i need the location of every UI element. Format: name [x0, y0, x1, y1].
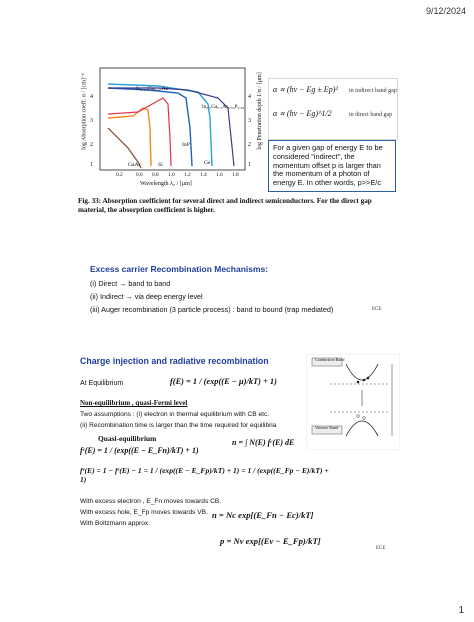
recombination-heading: Excess carrier Recombination Mechanisms:: [90, 264, 269, 274]
charge-title: Charge injection and radiative recombination: [80, 356, 269, 366]
recombination-item-1: (i) Direct → band to band: [90, 279, 171, 288]
ytick-right-3: 3: [248, 118, 251, 124]
noneq-heading: Non-equilibrium , quasi-Fermi level: [80, 399, 188, 407]
band-diagram: [306, 354, 400, 450]
eq-n-integral: n = ∫ N(E) fᶜ(E) dE: [232, 438, 295, 447]
ylabel-right: log Penetration depth 1/α / [µm]: [257, 72, 263, 150]
eq-direct: α ∝ (hν − Eg)^1/2: [273, 109, 332, 118]
assumption-i: Two assumptions : (i) electron in thermal equilibrium with CB etc.: [80, 411, 270, 418]
ylabel-left: log Absorption coeff. α / [cm]⁻¹: [81, 73, 88, 150]
conduction-band-label: Conduction Band: [315, 357, 345, 362]
slide-absorption: [78, 58, 396, 218]
ytick-left-1: 1: [90, 162, 93, 168]
ytick-left-4: 4: [90, 94, 93, 100]
excess-electron: With excess electron , E_Fn moves towards CB.: [80, 498, 222, 505]
xtick-3: 1.0: [168, 172, 175, 178]
ytick-right-4: 4: [248, 94, 251, 100]
eq-indirect-label: in indirect band gap: [349, 88, 397, 94]
curve-ge: [108, 84, 212, 166]
xtick-5: 1.4: [200, 172, 207, 178]
label-gaas: GaAs: [128, 162, 141, 168]
indirect-note-box: For a given gap of energy E to be considered "indirect", the momentum offset p is larger than the momentum of a photon of energy E. In other words, p>>E/c: [268, 140, 396, 192]
corner-note-3: ECE: [376, 546, 386, 551]
eq-fc: fᶜ(E) = 1 / (exp((E − E_Fn)/kT) + 1): [80, 446, 199, 455]
xtick-0: 0.2: [116, 172, 123, 178]
at-equilibrium: At Equilibrium: [80, 380, 124, 387]
absorption-chart: [78, 58, 268, 186]
eq-n-approx: n = Nc exp[(E_Fn − Ec)/kT]: [212, 510, 314, 520]
assumption-ii: (ii) Recombination time is larger than the time required for equilibria: [80, 422, 277, 429]
ytick-right-1: 1: [248, 162, 251, 168]
label-ge: Ge: [204, 160, 211, 166]
slide-recombination: [80, 258, 395, 328]
slide-charge-injection: [80, 350, 400, 560]
recombination-item-2: (ii) Indirect → via deep energy level: [90, 292, 203, 301]
eq-fv: fᵛ(E) = 1 − fᶜ(E) − 1 = 1 / (exp((E − E_Fp)/kT) + 1) = 1 / (exp((E_Fp − E)/kT) + 1): [80, 466, 329, 484]
ytick-left-2: 2: [90, 142, 93, 148]
curve-gaas: [108, 98, 171, 166]
xtick-7: 1.8: [232, 172, 239, 178]
eq-fermi-dirac: f(E) = 1 / (exp((E − µ)/kT) + 1): [170, 377, 277, 386]
label-inp: InP: [182, 142, 190, 148]
figure-caption: Fig. 33: Absorption coefficient for several direct and indirect semiconductors. For the direct gap material, the absorption coefficient is higher.: [78, 197, 372, 214]
quasi-equilibrium-label: Quasi-equilibrium: [98, 434, 157, 443]
label-si: Si: [158, 162, 163, 168]
valence-band-label: Valence Band: [315, 425, 339, 430]
recombination-item-3: (iii) Auger recombination (3 particle process) : band to bound (trap mediated): [90, 305, 334, 314]
boltzmann-approx: With Boltzmann approx.: [80, 520, 150, 527]
label-middle-curve: In₀.₇Ga₀.₃As₀.₆₄P₀.₃₆: [202, 104, 245, 110]
curve-inp-orange: [108, 108, 151, 166]
xtick-6: 1.6: [216, 172, 223, 178]
xlabel: Wavelength λ₀ / [µm]: [140, 181, 192, 187]
label-top-curve: In₀.₅₃Ga₀.₄₇As: [136, 86, 168, 92]
eq-direct-label: in direct band gap: [349, 112, 393, 118]
eq-indirect: α ∝ (hν − Eg ± Ep)²: [273, 85, 338, 94]
corner-note-2: ECE: [372, 307, 382, 312]
eq-p-approx: p = Nv exp[(Ev − E_Fp)/kT]: [220, 536, 321, 546]
page-number: 1: [458, 605, 464, 616]
xtick-4: 1.2: [184, 172, 191, 178]
ytick-left-3: 3: [90, 118, 93, 124]
xtick-2: 0.8: [152, 172, 159, 178]
ytick-right-2: 2: [248, 142, 251, 148]
xtick-1: 0.6: [136, 172, 143, 178]
excess-hole: With excess hole, E_Fp moves towards VB.: [80, 509, 208, 516]
equations-panel: [268, 78, 398, 140]
date: 9/12/2024: [425, 6, 466, 16]
